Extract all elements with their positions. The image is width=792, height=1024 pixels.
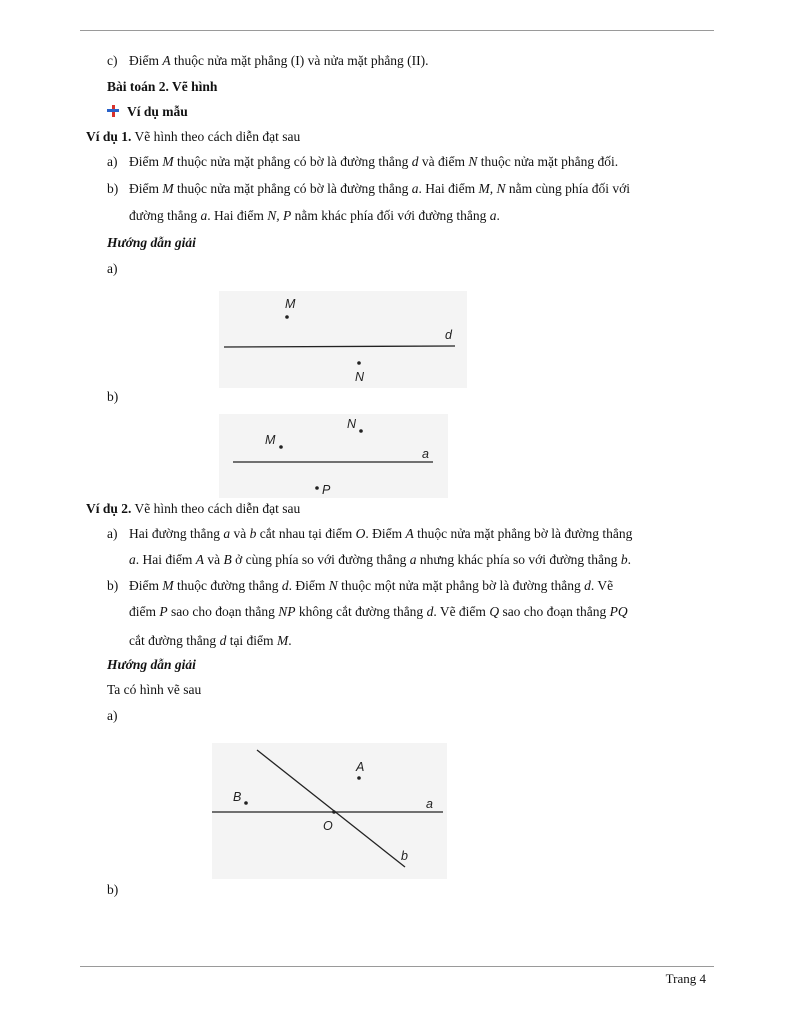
example2-item-a-line2: a. Hai điểm A và B ở cùng phía so với đường thẳng a nhưng khác phía so với đường thẳng b.	[129, 552, 631, 567]
point-n	[359, 429, 363, 433]
label-p: P	[322, 483, 331, 497]
point-b	[244, 801, 248, 805]
example2-heading: Ví dụ 2. Vẽ hình theo cách diễn đạt sau	[86, 501, 301, 516]
solution1-heading: Hướng dẫn giải	[107, 235, 196, 250]
point-o	[332, 810, 336, 814]
line-d	[224, 346, 455, 347]
example-header: Ví dụ mẫu	[107, 103, 188, 121]
label-o: O	[323, 819, 333, 833]
solution1-b-label: b)	[107, 389, 119, 404]
solution2-b-label: b)	[107, 882, 119, 897]
label-d: d	[445, 328, 452, 342]
label-n: N	[347, 417, 357, 431]
figure-1	[219, 291, 467, 388]
figure-3-svg	[212, 743, 447, 879]
point-p	[315, 486, 319, 490]
figure-2	[219, 414, 448, 498]
point-m	[285, 315, 289, 319]
example2-item-b-line3: cắt đường thẳng d tại điểm M.	[129, 633, 292, 648]
example2-item-a-line1: a) Hai đường thẳng a và b cắt nhau tại điểm O. Điểm A thuộc nửa mặt phẳng bờ là đường thẳng	[107, 526, 633, 541]
solution2-heading: Hướng dẫn giải	[107, 657, 196, 672]
label-a: a	[422, 447, 429, 461]
solution1-a-label: a)	[107, 261, 118, 276]
figure-2-svg	[219, 414, 448, 498]
label-a-point: A	[356, 760, 365, 774]
solution2-a-label: a)	[107, 708, 118, 723]
item-c: c) Điểm A thuộc nửa mặt phẳng (I) và nửa mặt phẳng (II).	[107, 53, 429, 68]
label-m: M	[285, 297, 296, 311]
point-n	[357, 361, 361, 365]
label-b-line: b	[401, 849, 408, 863]
line-b	[257, 750, 405, 867]
example1-heading: Ví dụ 1. Vẽ hình theo cách diễn đạt sau	[86, 129, 301, 144]
solution2-intro: Ta có hình vẽ sau	[107, 682, 202, 697]
page-number: Trang 4	[665, 971, 706, 986]
footer-rule	[80, 966, 714, 967]
header-rule	[80, 30, 714, 31]
example2-item-b-line1: b) Điểm M thuộc đường thẳng d. Điểm N thuộc một nửa mặt phẳng bờ là đường thẳng d. Vẽ	[107, 578, 614, 593]
example1-item-a: a) Điểm M thuộc nửa mặt phẳng có bờ là đường thẳng d và điểm N thuộc nửa mặt phẳng đối.	[107, 154, 619, 169]
point-a	[357, 776, 361, 780]
label-m: M	[265, 433, 276, 447]
label-a-line: a	[426, 797, 433, 811]
plus-bullet-icon	[107, 105, 119, 117]
figure-1-svg	[219, 291, 467, 388]
example1-item-b-line2: đường thẳng a. Hai điểm N, P nằm khác phía đối với đường thẳng a.	[129, 208, 500, 223]
point-m	[279, 445, 283, 449]
label-b-point: B	[233, 790, 242, 804]
example2-item-b-line2: điểm P sao cho đoạn thẳng NP không cắt đường thẳng d. Vẽ điểm Q sao cho đoạn thẳng PQ	[129, 604, 628, 619]
label-n: N	[355, 370, 365, 384]
figure-3	[212, 743, 447, 879]
section-title: Bài toán 2. Vẽ hình	[107, 79, 218, 94]
example1-item-b-line1: b) Điểm M thuộc nửa mặt phẳng có bờ là đường thẳng a. Hai điểm M, N nằm cùng phía đối với	[107, 181, 630, 196]
